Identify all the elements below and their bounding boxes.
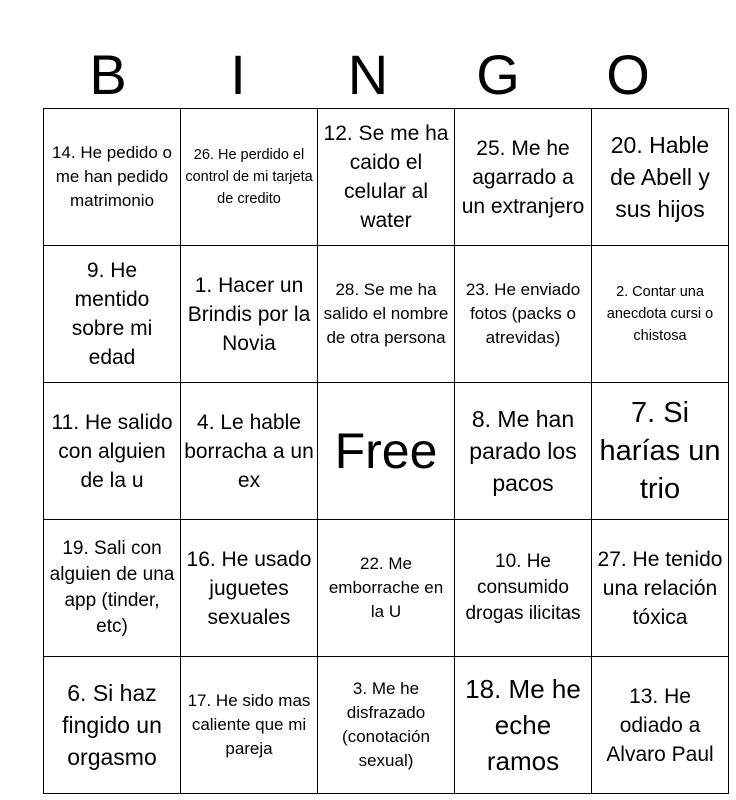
bingo-cell[interactable]: 6. Si haz fingido un orgasmo	[44, 657, 181, 794]
bingo-cell[interactable]: 20. Hable de Abell y sus hijos	[592, 109, 729, 246]
bingo-cell[interactable]: 3. Me he disfrazado (conotación sexual)	[318, 657, 455, 794]
bingo-cell[interactable]: 1. Hacer un Brindis por la Novia	[181, 246, 318, 383]
bingo-cell[interactable]: 4. Le hable borracha a un ex	[181, 383, 318, 520]
header-letter-g: G	[476, 43, 520, 106]
bingo-row	[44, 383, 729, 520]
bingo-cell[interactable]: 17. He sido mas caliente que mi pareja	[181, 657, 318, 794]
bingo-cell[interactable]: 19. Sali con alguien de una app (tinder, etc)	[44, 520, 181, 657]
bingo-cell[interactable]: 13. He odiado a Alvaro Paul	[592, 657, 729, 794]
bingo-cell[interactable]: 11. He salido con alguien de la u	[44, 383, 181, 520]
bingo-cell[interactable]: 10. He consumido drogas ilicitas	[455, 520, 592, 657]
bingo-cell[interactable]: 9. He mentido sobre mi edad	[44, 246, 181, 383]
bingo-cell[interactable]: 8. Me han parado los pacos	[455, 383, 592, 520]
bingo-cell[interactable]: 16. He usado juguetes sexuales	[181, 520, 318, 657]
header-letter-o: O	[606, 43, 650, 106]
bingo-cell[interactable]: 28. Se me ha salido el nombre de otra persona	[318, 246, 455, 383]
header-letter-n: N	[347, 43, 389, 106]
bingo-cell[interactable]: 22. Me emborrache en la U	[318, 520, 455, 657]
bingo-cell[interactable]: 25. Me he agarrado a un extranjero	[455, 109, 592, 246]
header-letter-i: I	[230, 43, 246, 106]
bingo-header	[43, 44, 693, 106]
header-letter-b: B	[89, 43, 127, 106]
bingo-cell[interactable]: 27. He tenido una relación tóxica	[592, 520, 729, 657]
bingo-row	[44, 246, 729, 383]
bingo-row	[44, 657, 729, 794]
bingo-cell[interactable]: 18. Me he eche ramos	[455, 657, 592, 794]
bingo-card	[43, 108, 729, 794]
bingo-cell[interactable]: 12. Se me ha caido el celular al water	[318, 109, 455, 246]
bingo-row	[44, 109, 729, 246]
bingo-cell[interactable]: 26. He perdido el control de mi tarjeta de credito	[181, 109, 318, 246]
bingo-cell[interactable]: 14. He pedido o me han pedido matrimonio	[44, 109, 181, 246]
bingo-row	[44, 520, 729, 657]
bingo-cell[interactable]: 7. Si harías un trio	[592, 383, 729, 520]
bingo-cell[interactable]: 23. He enviado fotos (packs o atrevidas)	[455, 246, 592, 383]
free-space[interactable]: Free	[318, 383, 455, 520]
bingo-cell[interactable]: 2. Contar una anecdota cursi o chistosa	[592, 246, 729, 383]
